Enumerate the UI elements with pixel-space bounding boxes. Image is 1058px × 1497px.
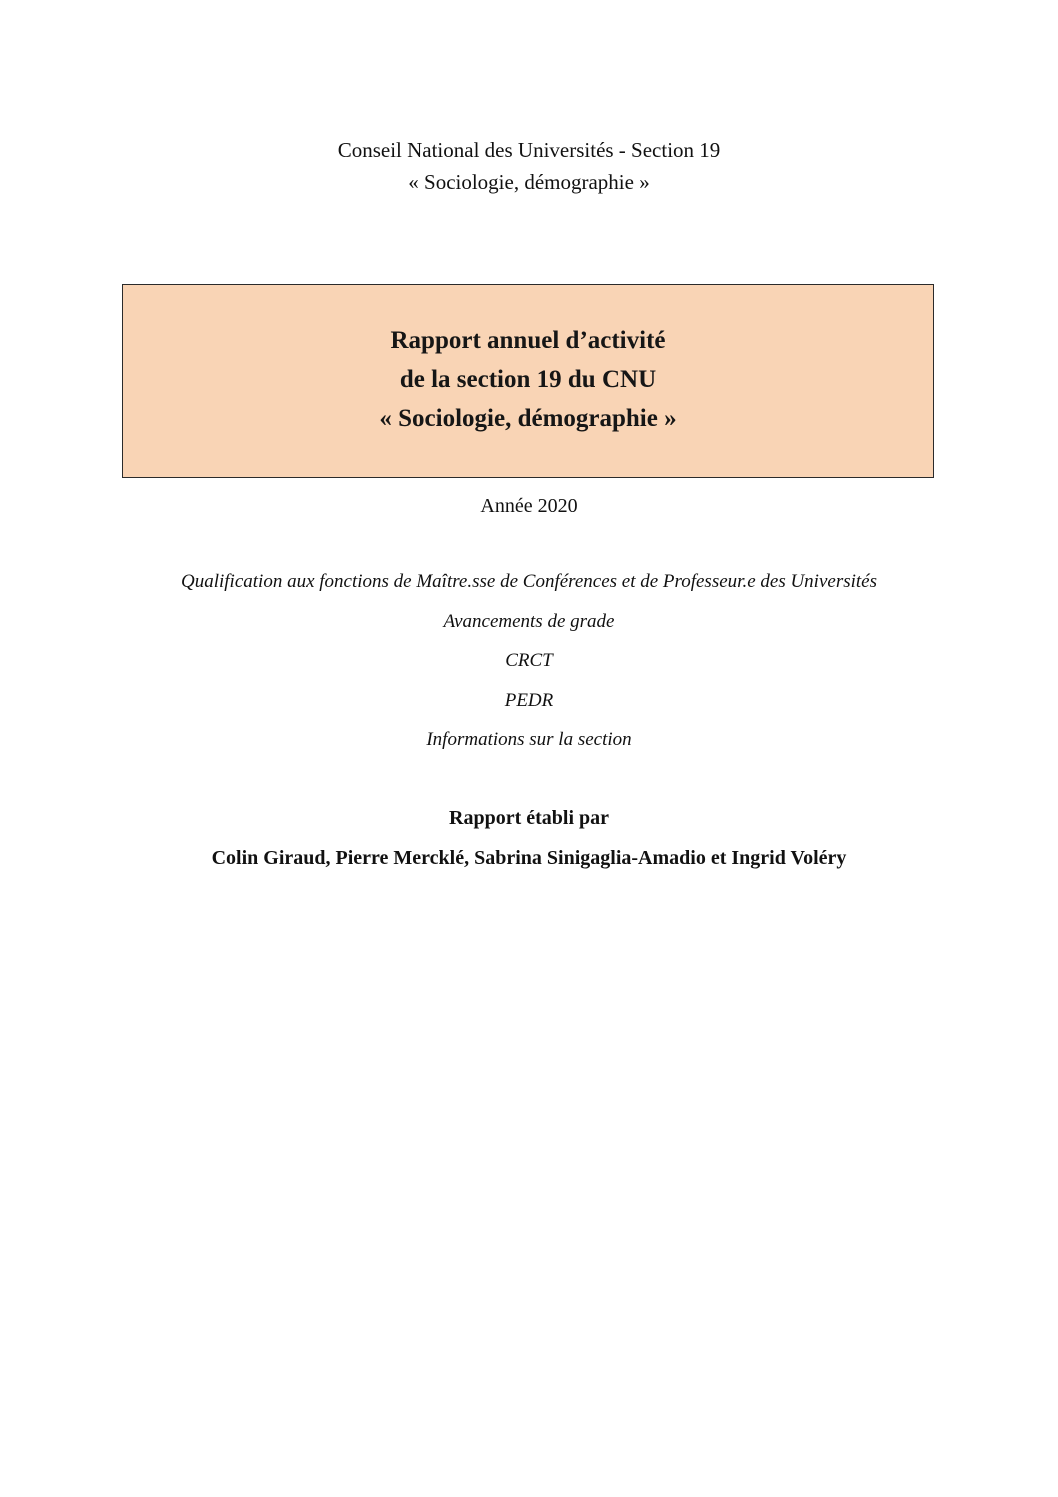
topic-avancements: Avancements de grade bbox=[443, 611, 615, 632]
title-line-3: « Sociologie, démographie » bbox=[379, 405, 677, 432]
authors-label: Rapport établi par bbox=[449, 807, 609, 829]
topic-qualification: Qualification aux fonctions de Maître.sse de Conférences et de Professeur.e des Universités bbox=[181, 571, 877, 592]
authors-names: Colin Giraud, Pierre Mercklé, Sabrina Sinigaglia-Amadio et Ingrid Voléry bbox=[211, 847, 847, 869]
title-line-2: de la section 19 du CNU bbox=[399, 366, 657, 393]
title-line-1: Rapport annuel d’activité bbox=[390, 327, 666, 354]
topic-informations: Informations sur la section bbox=[426, 729, 632, 750]
title-box bbox=[122, 284, 934, 478]
header-organization: Conseil National des Universités - Section 19 bbox=[337, 138, 721, 162]
topic-pedr: PEDR bbox=[504, 690, 554, 711]
header-section-name: « Sociologie, démographie » bbox=[408, 170, 650, 194]
report-year: Année 2020 bbox=[480, 495, 578, 517]
topic-crct: CRCT bbox=[505, 650, 553, 671]
